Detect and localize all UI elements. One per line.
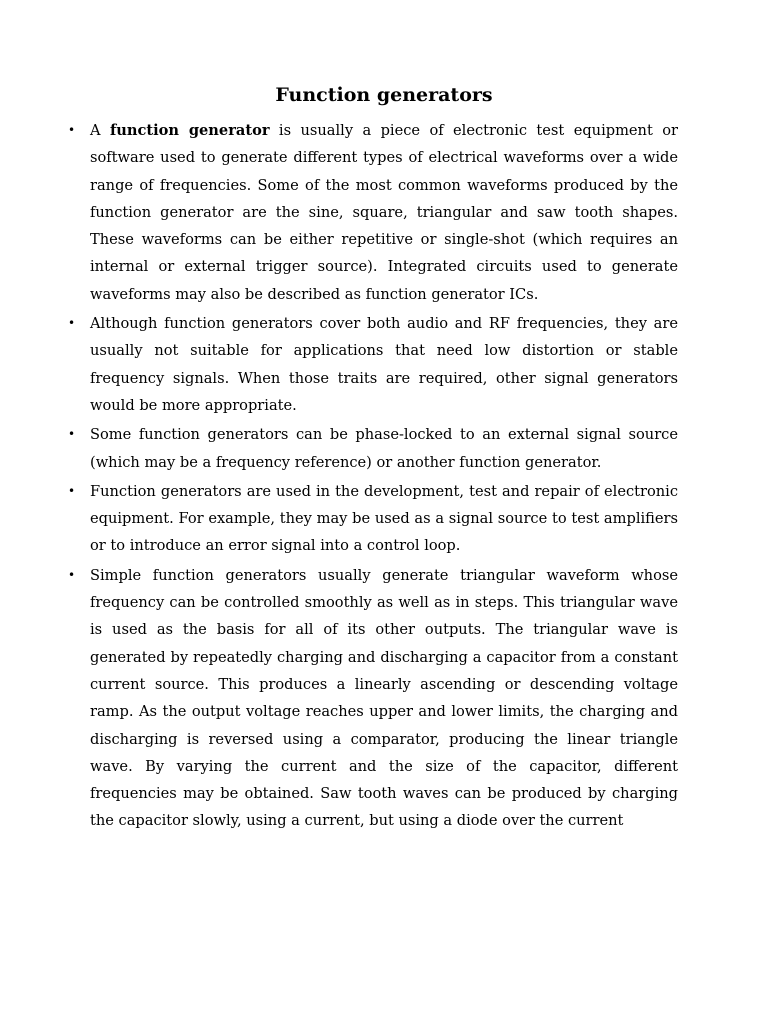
list-item-text-post: is usually a piece of electronic test equipment or software used to generate different types of electrical waveforms over a wide range of frequencies. Some of the most common waveforms produced by the function generator are the sine, square, triangular and saw tooth shapes. These waveforms can be either repetitive or single-shot (which requires an internal or external trigger source). Integrated circuits used to generate waveforms may also be described as function generator ICs.: [90, 122, 678, 303]
list-item: [68, 562, 678, 835]
list-item-text: Some function generators can be phase-locked to an external signal source (which may be a frequency reference) or another function generator.: [90, 426, 678, 471]
bullet-icon: •: [68, 316, 76, 331]
list-item-text: Although function generators cover both audio and RF frequencies, they are usually not suitable for applications that need low distortion or stable frequency signals. When those traits are required, other signal generators would be more appropriate.: [90, 315, 678, 414]
list-item-bold-term: function generator: [109, 122, 270, 139]
bullet-icon: •: [68, 483, 76, 498]
list-item: [68, 117, 678, 308]
list-item-text: Simple function generators usually generate triangular waveform whose frequency can be controlled smoothly as well as in steps. This triangular wave is used as the basis for all of its other outputs. The triangular wave is generated by repeatedly charging and discharging a capacitor from a constant current source. This produces a linearly ascending or descending voltage ramp. As the output voltage reaches upper and lower limits, the charging and discharging is reversed using a comparator, producing the linear triangle wave. By varying the current and the size of the capacitor, different frequencies may be obtained. Saw tooth waves can be produced by charging the capacitor slowly, using a current, but using a diode over the current: [90, 566, 678, 830]
bullet-icon: •: [68, 567, 76, 582]
list-item: [68, 310, 678, 419]
list-item-text: Function generators are used in the development, test and repair of electronic equipment. For example, they may be used as a signal source to test amplifiers or to introduce an error signal into a control loop.: [90, 482, 678, 555]
list-item-text-pre: A: [90, 122, 110, 139]
page-title: Function generators: [275, 84, 493, 106]
bullet-list: [68, 117, 678, 837]
list-item: [68, 478, 678, 560]
bullet-icon: •: [68, 427, 76, 442]
list-item: [68, 421, 678, 476]
bullet-icon: •: [68, 123, 76, 137]
